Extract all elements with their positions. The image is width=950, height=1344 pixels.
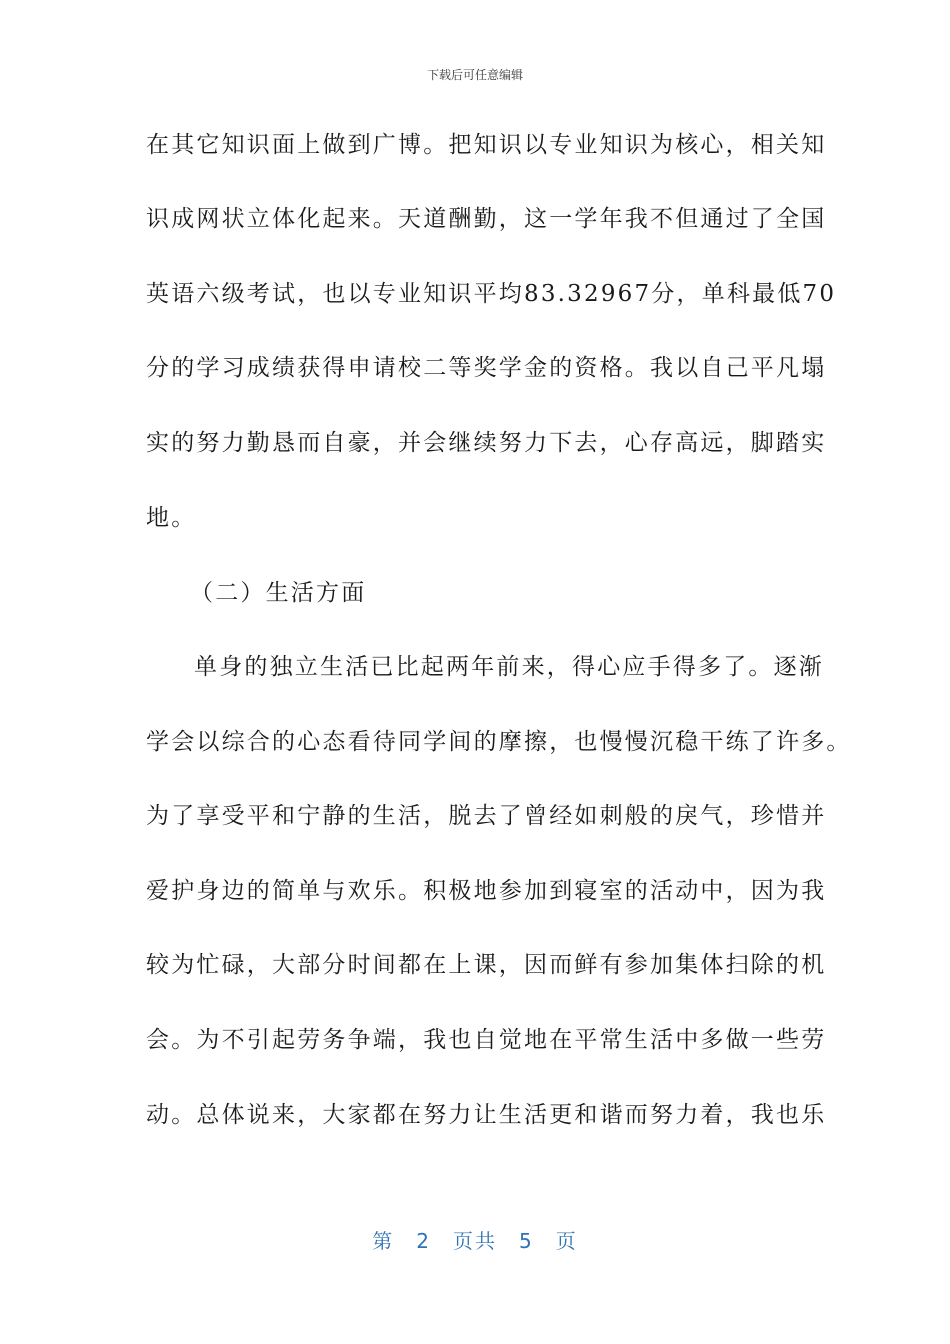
paragraph-line: 英语六级考试，也以专业知识平均83.32967分，单科最低70	[146, 281, 837, 307]
paragraph-line: 爱护身边的简单与欢乐。积极地参加到寝室的活动中，因为我	[146, 878, 827, 904]
page-footer	[0, 1225, 950, 1254]
page-number: 2	[416, 1229, 431, 1253]
paragraph-line: 动。总体说来，大家都在努力让生活更和谐而努力着，我也乐	[146, 1102, 827, 1128]
footer-prefix: 第	[372, 1229, 395, 1253]
paragraph-line: 学会以综合的心态看待同学间的摩擦，也慢慢沉稳干练了许多。	[146, 729, 852, 755]
paragraph-line: 实的努力勤恳而自豪，并会继续努力下去，心存高远，脚踏实	[146, 430, 827, 456]
paragraph-line: 分的学习成绩获得申请校二等奖学金的资格。我以自己平凡塌	[146, 355, 827, 381]
paragraph-line: 识成网状立体化起来。天道酬勤，这一学年我不但通过了全国	[146, 206, 827, 232]
paragraph-line: 在其它知识面上做到广博。把知识以专业知识为核心，相关知	[146, 132, 827, 158]
section-heading: （二）生活方面	[190, 580, 367, 606]
paragraph-line: 单身的独立生活已比起两年前来，得心应手得多了。逐渐	[194, 654, 824, 680]
page-total: 5	[519, 1229, 534, 1253]
page-header: 下载后可任意编辑	[426, 68, 523, 82]
paragraph-line: 地。	[146, 505, 197, 531]
footer-suffix: 页	[555, 1229, 578, 1253]
paragraph-line: 会。为不引起劳务争端，我也自觉地在平常生活中多做一些劳	[146, 1027, 827, 1053]
footer-middle: 页共	[453, 1229, 497, 1253]
paragraph-line: 为了享受平和宁静的生活，脱去了曾经如刺般的戾气，珍惜并	[146, 803, 827, 829]
paragraph-line: 较为忙碌，大部分时间都在上课，因而鲜有参加集体扫除的机	[146, 952, 827, 978]
